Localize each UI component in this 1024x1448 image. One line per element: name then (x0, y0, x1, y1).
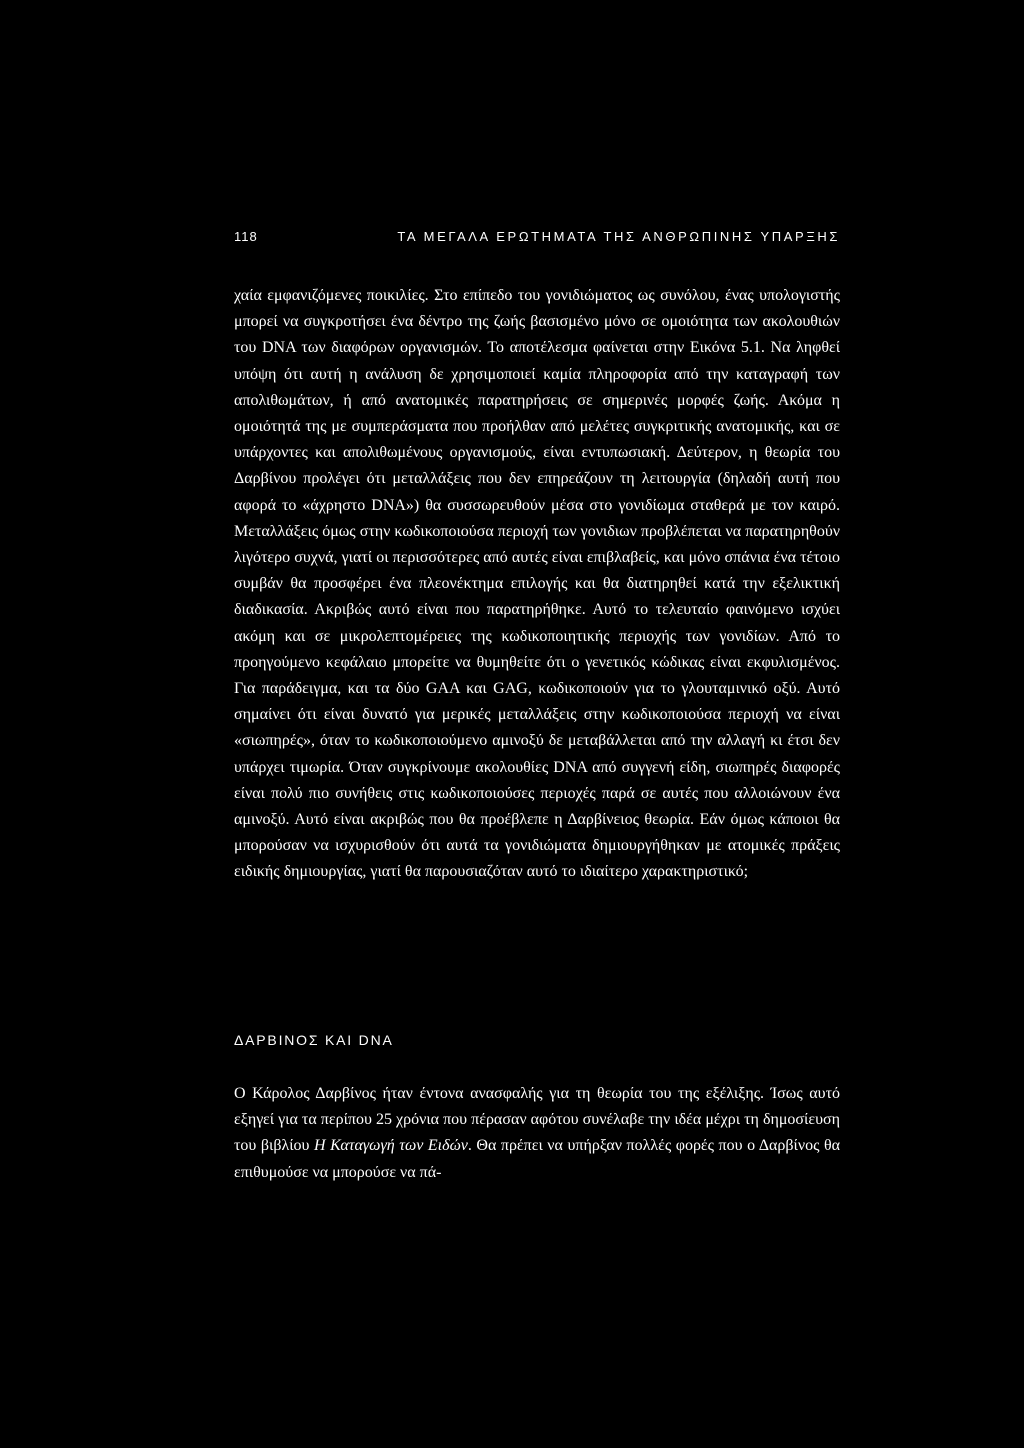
running-title: ΤΑ ΜΕΓΑΛΑ ΕΡΩΤΗΜΑΤΑ ΤΗΣ ΑΝΘΡΩΠΙΝΗΣ ΥΠΑΡΞΗΣ (397, 229, 840, 244)
section-text-part-1: Ο Κάρολος Δαρβίνος ήταν έντονα ανασφαλής για τη θεωρία του της εξέλιξης. Ίσως αυτό εξηγεί για τα περίπου 25 χρόνια που πέρασαν αφότου συνέλαβε την ιδέα μέχρι τη δημοσίευση του βιβλίου (234, 1085, 840, 1155)
body-paragraph: χαία εμφανιζόμενες ποικιλίες. Στο επίπεδο του γονιδιώματος ως συνόλου, ένας υπολογιστής μπορεί να συγκροτήσει ένα δέντρο της ζωής βασισμένο μόνο σε ομοιότητα των ακολουθιών του DNA των διαφόρων οργανισμών. Το αποτέλεσμα φαίνεται στην Εικόνα 5.1. Να ληφθεί υπόψη ότι αυτή η ανάλυση δε χρησιμοποιεί καμία πληροφορία από την καταγραφή των απολιθωμάτων, ή από ανατομικές παρατηρήσεις σε σημερινές μορφές ζωής. Ακόμα η ομοιότητά της με συμπεράσματα που προήλθαν από μελέτες συγκριτικής ανατομικής, και σε υπάρχοντες και απολιθωμένους οργανισμούς, είναι εντυπωσιακή. Δεύτερον, η θεωρία του Δαρβίνου προλέγει ότι μεταλλάξεις που δεν επηρεάζουν τη λειτουργία (δηλαδή αυτή που αφορά το «άχρηστο DNA») θα συσσωρευθούν μέσα στο γονιδίωμα σταθερά με τον καιρό. Μεταλλάξεις όμως στην κωδικοποιούσα περιοχή των γονιδιων προβλέπεται να παρατηρηθούν λιγότερο συχνά, γιατί οι περισσότερες από αυτές είναι επιβλαβείς, και μόνο σπάνια ένα τέτοιο συμβάν θα προσφέρει ένα πλεονέκτημα επιλογής και θα διατηρηθεί κατά την εξελικτική διαδικασία. Ακριβώς αυτό είναι που παρατηρήθηκε. Αυτό το τελευταίο φαινόμενο ισχύει ακόμη και σε μικρολεπτομέρειες της κωδικοποιητικής περιοχής των γονιδίων. Από το προηγούμενο κεφάλαιο μπορείτε να θυμηθείτε ότι ο γενετικός κώδικας είναι εκφυλισμένος. Για παράδειγμα, και τα δύο GAA και GAG, κωδικοποιούν για το γλουταμινικό οξύ. Αυτό σημαίνει ότι είναι δυνατό για μερικές μεταλλάξεις στην κωδικοποιούσα περιοχή να είναι «σιωπηρές», όταν το κωδικοποιούμενο αμινοξύ δε μεταβάλλεται από την αλλαγή κι έτσι δεν υπάρχει τιμωρία. Όταν συγκρίνουμε ακολουθίες DNA από συγγενή είδη, σιωπηρές διαφορές είναι πολύ πιο συνήθεις στις κωδικοποιούσες περιοχές παρά σε αυτές που αλλοιώνουν ένα αμινοξύ. Αυτό είναι ακριβώς που θα προέβλεπε η Δαρβίνειος θεωρία. Εάν όμως κάποιοι θα μπορούσαν να ισχυρισθούν ότι αυτά τα γονιδιώματα δημιουργήθηκαν με ατομικές πράξεις ειδικής δημιουργίας, γιατί θα παρουσιαζόταν αυτό το ιδιαίτερο χαρακτηριστικό; (234, 287, 840, 881)
book-page (234, 0, 840, 1448)
running-head (234, 229, 840, 249)
section-paragraph (234, 1081, 840, 1186)
page-number: 118 (234, 229, 258, 244)
section-heading: ΔΑΡΒΙΝΟΣ ΚΑΙ DNA (234, 1032, 394, 1048)
section-text-part-2: . Θα πρέπει να υπήρξαν πολλές φορές που ο Δαρβίνος θα επιθυμούσε να μπορούσε να πά- (234, 1137, 841, 1181)
main-text (234, 283, 840, 886)
section-text (234, 1081, 840, 1186)
cited-book-title: Η Καταγωγή των Ειδών (314, 1137, 468, 1155)
